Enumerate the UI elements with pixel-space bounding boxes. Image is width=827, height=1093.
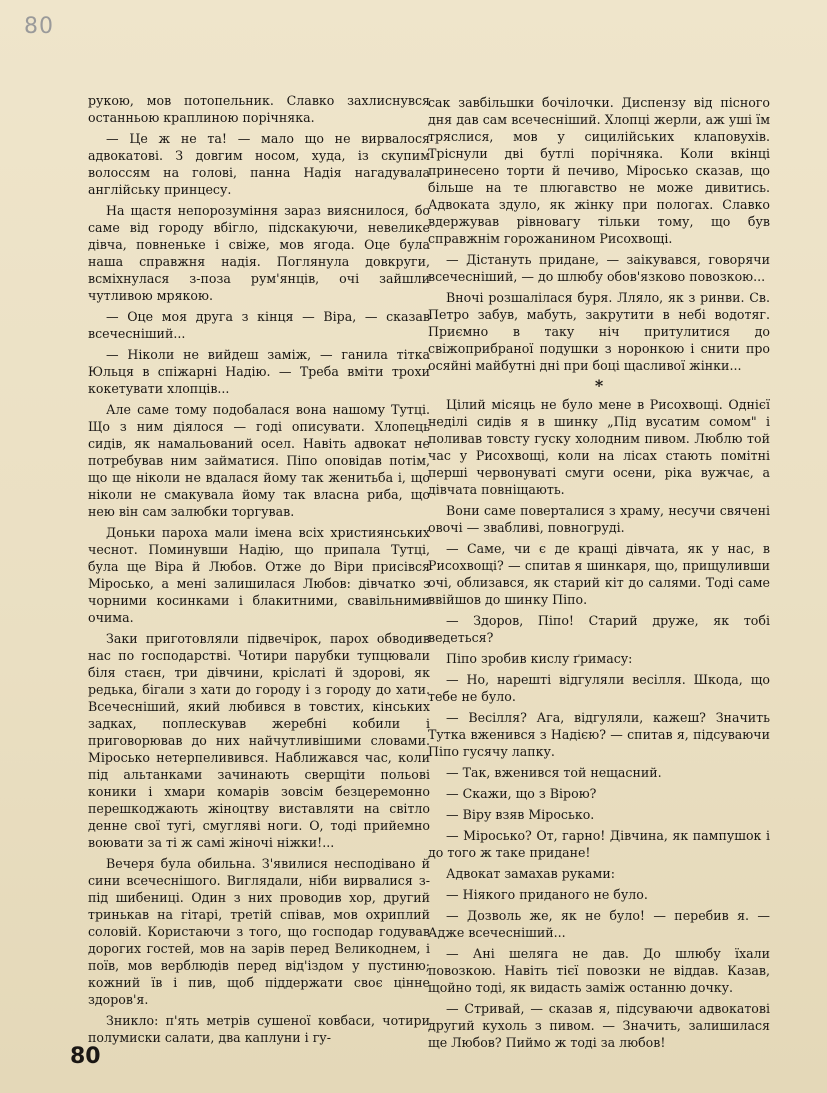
- paragraph: — Ані шеляга не дав. До шлюбу їхали повозкою. Навіть тієї повозки не віддав. Казав, щойно тоді, як видасть заміж останню дочку.: [428, 946, 770, 995]
- paragraph: — Так, вженився той нещасний.: [446, 765, 662, 780]
- right-text-column: [428, 94, 770, 1055]
- paragraph: сак завбільшки бочілочки. Диспензу від пісного дня дав сам всечесніший. Хлопці жерли, аж уші їм тряслися, мов у сицилійських клаповухів. Тріснули дві бутлі порічняка. Коли вкінці принесено торти й печиво, Міросько сказав, що більше на те плюгавство не може дивитись. Адвоката здуло, як жінку при пологах. Славко вдержував рівновагу тільки тому, що був справжнім горожанином Рисохвощі.: [428, 95, 770, 246]
- paragraph: — Міросько? От, гарно! Дівчина, як пампушок і до того ж таке придане!: [428, 828, 770, 860]
- page-number: 80: [70, 1044, 101, 1069]
- paragraph: — Оце моя друга з кінця — Віра, — сказав всечесніший...: [88, 309, 430, 341]
- paragraph: Адвокат замахав руками:: [446, 866, 615, 881]
- paragraph: Вони саме поверталися з храму, несучи свячені овочі — звабливі, повногруді.: [428, 503, 770, 535]
- paragraph: — Скажи, що з Вірою?: [446, 786, 597, 801]
- paragraph: На щастя непорозуміння зараз вияснилося, бо саме від городу вбігло, підскакуючи, невелике дівча, повненьке і свіже, мов ягода. Оце була наша справжня надія. Поглянула довкруги, всміхнулася з-поза рум'янців, очі зайшли чутливою мрякою.: [88, 203, 430, 303]
- paragraph: — Саме, чи є де кращі дівчата, як у нас, в Рисохвощі? — спитав я шинкаря, що, прищуливши очі, облизався, як старий кіт до салями. Тоді саме ввійшов до шинку Піпо.: [428, 541, 770, 607]
- paragraph: Піпо зробив кислу ґримасу:: [446, 651, 633, 666]
- paragraph: — Но, нарешті відгуляли весілля. Шкода, що тебе не було.: [428, 672, 770, 704]
- pencil-page-mark: 80: [24, 14, 54, 39]
- left-text-column: [88, 92, 430, 1050]
- paragraph: Зникло: п'ять метрів сушеної ковбаси, чотири полумиски салати, два каплуни і гу-: [88, 1013, 430, 1045]
- paragraph: — Дістануть придане, — заікувався, говорячи всечесніший, — до шлюбу обов'язково повозкою...: [428, 252, 770, 284]
- paragraph: Вночі розшалілася буря. Лляло, як з ринви. Св. Петро забув, мабуть, закрутити в небі водотяг. Приємно в таку ніч притулитися до свіжоприбраної подушки з норонкою і снити про осяйні майбутні дні при боці щасливої жінки...: [428, 290, 770, 373]
- paragraph: Але саме тому подобалася вона нашому Тутці. Що з ним діялося — годі описувати. Хлопець сидів, як намальований осел. Навіть адвокат не потребував ним займатися. Піпо оповідав потім, що ще ніколи не вдалася йому так женитьба і, що ніколи не смакувала йому так власна риба, що нею він сам залюбки торгував.: [88, 402, 430, 519]
- paragraph: — Дозволь же, як не було! — перебив я. — Адже всечесніший...: [428, 908, 770, 940]
- paragraph: рукою, мов потопельник. Славко захлиснувся останньою краплиною порічняка.: [88, 93, 430, 125]
- paragraph: — Здоров, Піпо! Старий друже, як тобі ведеться?: [428, 613, 770, 645]
- paragraph: — Стривай, — сказав я, підсуваючи адвокатові другий кухоль з пивом. — Значить, залишилася ще Любов? Пиймо ж тоді за любов!: [428, 1001, 770, 1050]
- paragraph: Доньки пароха мали імена всіх християнських чеснот. Поминувши Надію, що припала Тутці, була ще Віра й Любов. Отже до Віри присівся Міросько, а мені залишилася Любов: дівчатко з чорними косинками і блакитними, свавільними очима.: [88, 525, 430, 625]
- paragraph: — Віру взяв Міросько.: [446, 807, 595, 822]
- paragraph: Цілий місяць не було мене в Рисохвощі. Однієї неділі сидів я в шинку „Під вусатим сомом" і поливав товсту гуску холодним пивом. Люблю той час у Рисохвощі, коли на лісах стають помітні перші червонуваті смуги осени, ріка вужчає, а дівчата повніщають.: [428, 397, 770, 497]
- paragraph: Заки приготовляли підвечірок, парох обводив нас по господарстві. Чотири парубки тупцювали біля стаєн, три дівчини, кріслаті й здорові, як редька, бігали з хати до городу і з городу до хати. Всечесніший, який любився в товстих, кінських задках, поплескував жеребні кобили і приговорював до них найчутливішими словами. Міросько нетерпеливився. Наближався час, коли під альтанками зачинають сверщіти польові коники і хмари комарів зовсім безцеремонно перешкоджають жіноцтву виставляти на світло денне свої тугі, смуглявi ноги. О, тоді прийемно воювати за ті ж самі жіночі ніжки!...: [88, 631, 430, 850]
- paragraph: — Ніколи не вийдеш заміж, — ганила тітка Юльця в спіжарні Надію. — Треба вміти трохи кокетувати хлопців...: [88, 347, 430, 396]
- paragraph: — Весілля? Ага, відгуляли, кажеш? Значить Тутка вженився з Надією? — спитав я, підсуваючи Піпо гусячу лапку.: [428, 710, 770, 759]
- section-divider-star: *: [594, 376, 604, 395]
- paragraph: Вечеря була обильна. З'явилися несподівано й сини всечеснішого. Виглядали, ніби вирвалися з-під шибениці. Один з них проводив хор, другий тринькав на гітарі, третій співав, мов охриплий соловій. Користаючи з того, що господар годував дорогих гостей, мов на зарів перед Великоднем, і поїв, мов верблюдів перед від'іздом у пустиню; кожний їв і пив, щоб піддержати своє цінне здоров'я.: [88, 856, 430, 1007]
- paragraph: — Це ж не та! — мало що не вирвалося адвокатові. З довгим носом, худа, із скупим волоссям на голові, панна Надія нагадувала англійську принцесу.: [88, 131, 430, 197]
- paragraph: — Ніякого приданого не було.: [446, 887, 648, 902]
